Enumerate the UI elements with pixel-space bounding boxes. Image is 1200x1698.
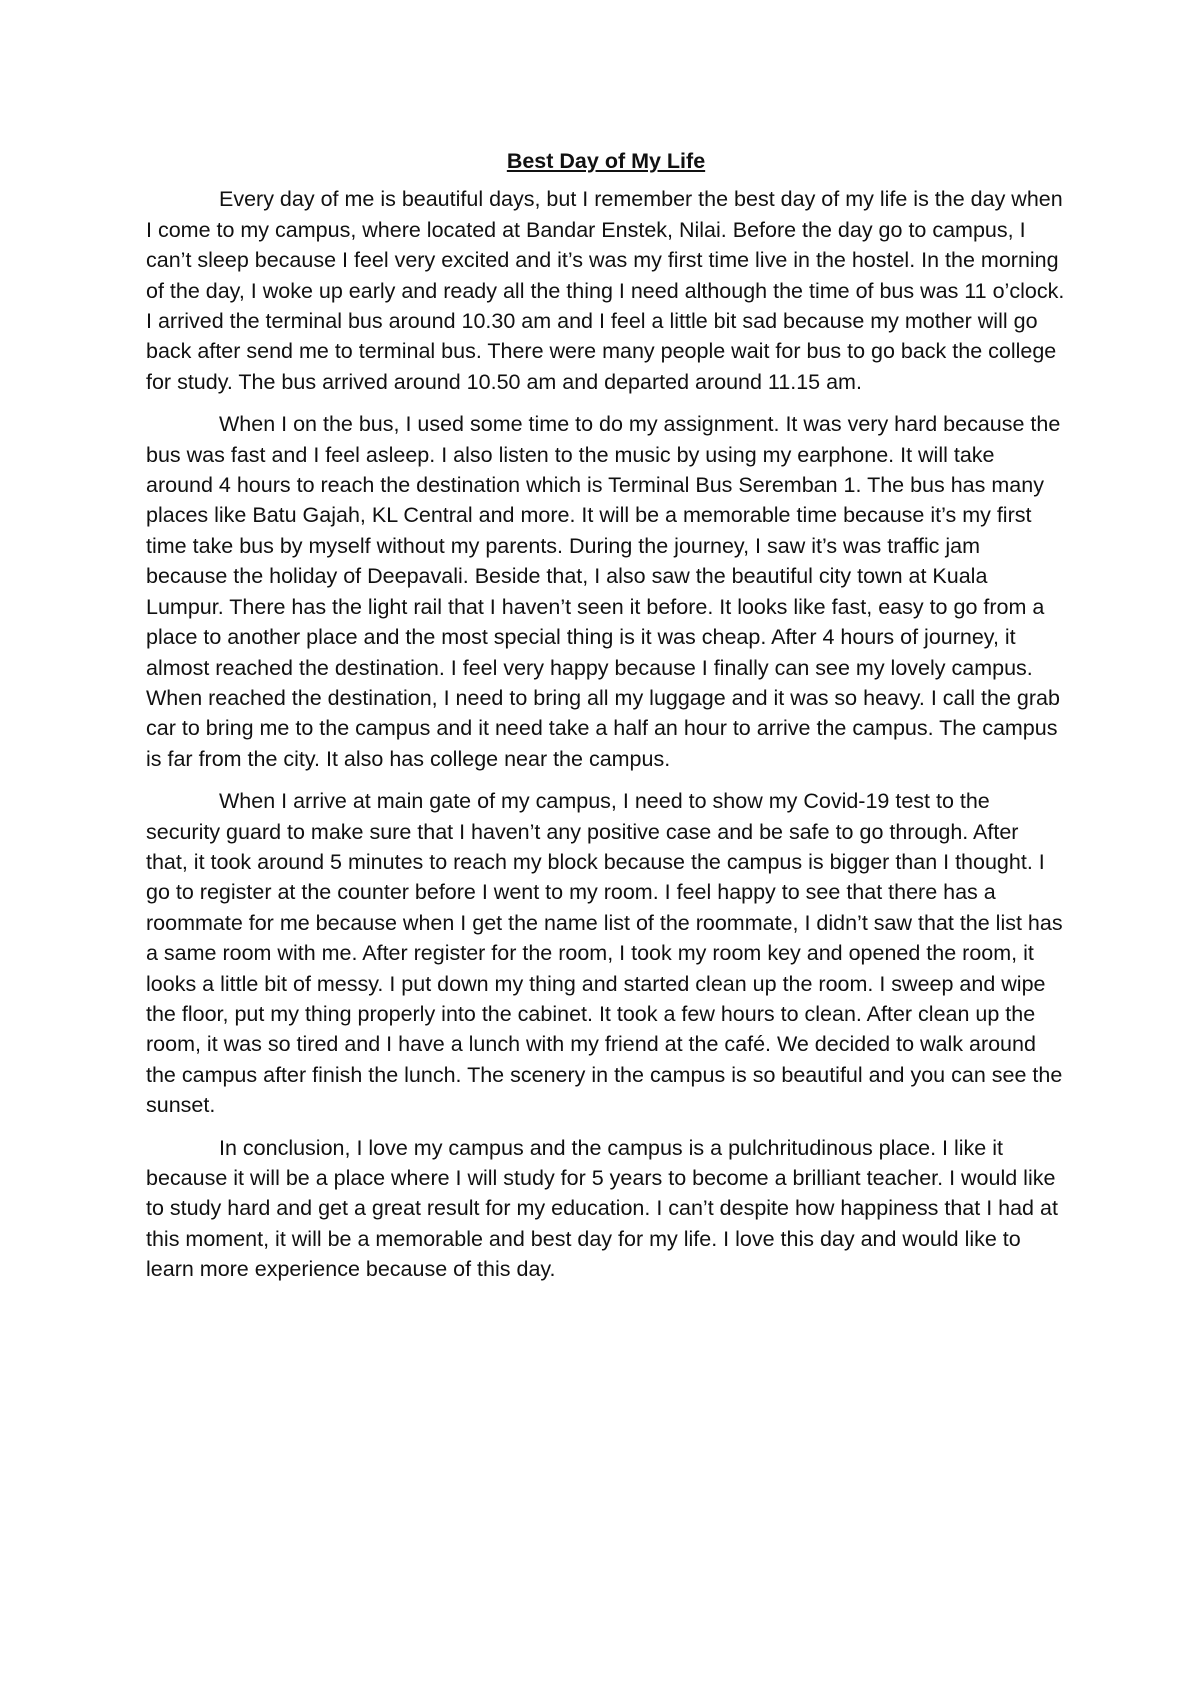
paragraph-bus-journey: When I on the bus, I used some time to do my assignment. It was very hard because the bus was fast and I feel asleep. I also listen to the music by using my earphone. It will take around 4 hours to reach the destination which is Terminal Bus Seremban 1. The bus has many places like Batu Gajah, KL Central and more. It will be a memorable time because it’s my first time take bus by myself without my parents. During the journey, I saw it’s was traffic jam because the holiday of Deepavali. Beside that, I also saw the beautiful city town at Kuala Lumpur. There has the light rail that I haven’t seen it before. It looks like fast, easy to go from a place to another place and the most special thing is it was cheap. After 4 hours of journey, it almost reached the destination. I feel very happy because I finally can see my lovely campus. When reached the destination, I need to bring all my luggage and it was so heavy. I call the grab car to bring me to the campus and it need take a half an hour to arrive the campus. The campus is far from the city. It also has college near the campus. [146,412,1061,771]
paragraph-conclusion: In conclusion, I love my campus and the campus is a pulchritudinous place. I like it because it will be a place where I will study for 5 years to become a brilliant teacher. I would like to study hard and get a great result for my education. I can’t despite how happiness that I had at this moment, it will be a memorable and best day for my life. I love this day and would like to learn more experience because of this day. [146,1135,1058,1282]
document-title: Best Day of My Life [506,149,706,173]
paragraph-campus-arrival: When I arrive at main gate of my campus, I need to show my Covid-19 test to the security guard to make sure that I haven’t any positive case and be safe to go through. After that, it took around 5 minutes to reach my block because the campus is bigger than I thought. I go to register at the counter before I went to my room. I feel happy to see that there has a roommate for me because when I get the name list of the roommate, I didn’t saw that the list has a same room with me. After register for the room, I took my room key and opened the room, it looks a little bit of messy. I put down my thing and started clean up the room. I sweep and wipe the floor, put my thing properly into the cabinet. It took a few hours to clean. After clean up the room, it was so tired and I have a lunch with my friend at the café. We decided to walk around the campus after finish the lunch. The scenery in the campus is so beautiful and you can see the sunset. [146,789,1063,1118]
paragraph-intro: Every day of me is beautiful days, but I remember the best day of my life is the day when I come to my campus, where located at Bandar Enstek, Nilai. Before the day go to campus, I can’t sleep because I feel very excited and it’s was my first time live in the hostel. In the morning of the day, I woke up early and ready all the thing I need although the time of bus was 11 o’clock. I arrived the terminal bus around 10.30 am and I feel a little bit sad because my mother will go back after send me to terminal bus. There were many people wait for bus to go back the college for study. The bus arrived around 10.50 am and departed around 11.15 am. [146,187,1065,394]
document-body [146,146,1066,1297]
